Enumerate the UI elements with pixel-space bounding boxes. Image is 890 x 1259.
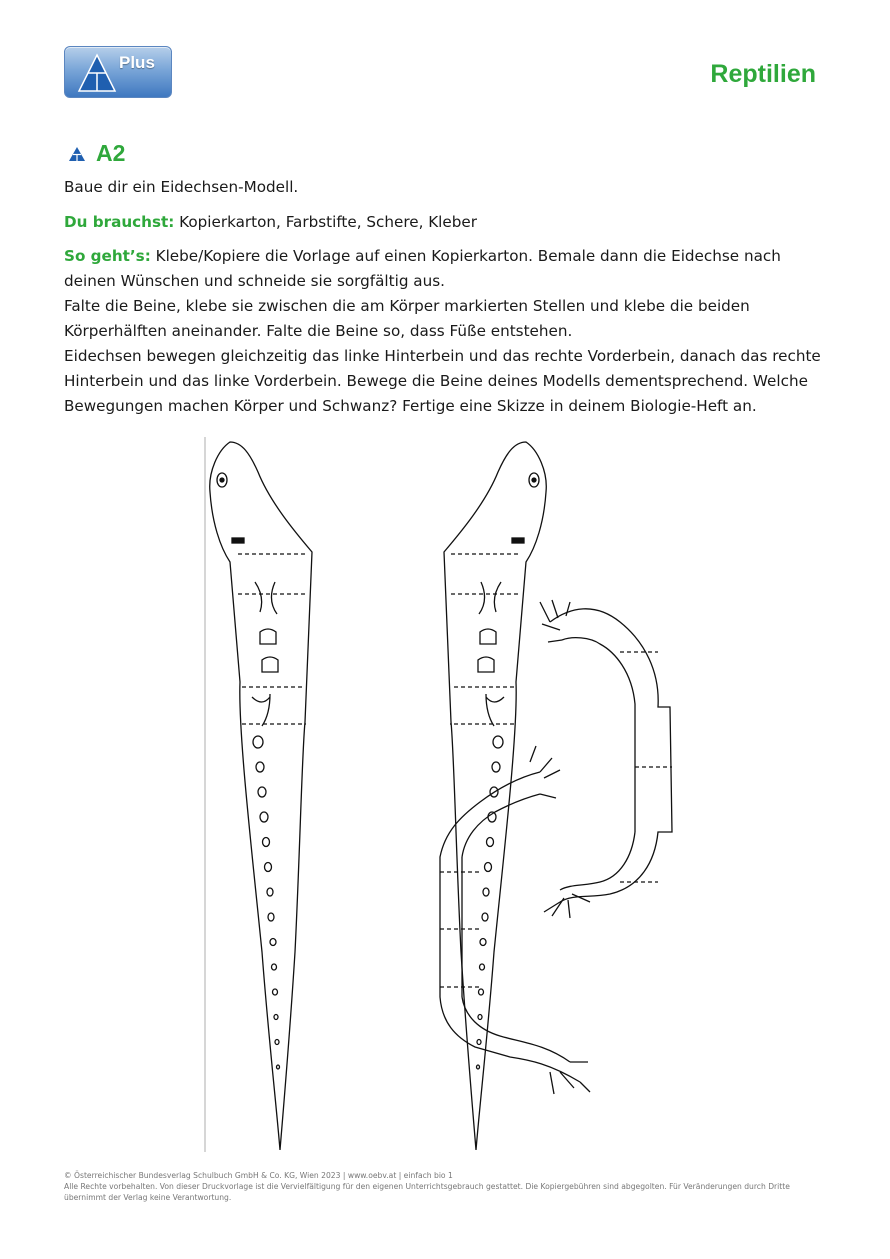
lizard-cutout-drawing [200, 432, 820, 1157]
footer-copyright: © Österreichischer Bundesverlag Schulbuch GmbH & Co. KG, Wien 2023 | www.oebv.at | einfach bio 1 [64, 1171, 453, 1180]
materials-label: Du brauchst: [64, 213, 175, 231]
lizard-template-figure [200, 432, 820, 1157]
task-number: A2 [96, 140, 126, 166]
triangle-logo-icon [77, 53, 117, 93]
logo-text: Plus [119, 53, 155, 72]
instructions-label: So geht’s: [64, 247, 151, 265]
materials-text: Kopierkarton, Farbstifte, Schere, Kleber [179, 213, 477, 231]
hind-legs-cutout [440, 746, 590, 1094]
footer-rights: Alle Rechte vorbehalten. Von dieser Druckvorlage ist die Vervielfältigung für den eigenen Unterrichtsgebrauch gestattet. Die Kopiergebühren sind abgegolten. Für Veränderungen durch Dritte übernimmt der Verlag keine Verantwortung. [64, 1182, 790, 1202]
page-topic: Reptilien [710, 60, 816, 88]
task-heading [68, 140, 125, 167]
lizard-body-left [210, 442, 312, 1150]
plus-logo [64, 46, 172, 98]
instructions-paragraph [64, 244, 834, 419]
instructions-line-2: Falte die Beine, klebe sie zwischen die am Körper markierten Stellen und klebe die beiden Körperhälften aneinander. Falte die Beine so, dass Füße entstehen. [64, 297, 750, 340]
front-legs-cutout [540, 600, 672, 918]
instructions-line-3: Eidechsen bewegen gleichzeitig das linke Hinterbein und das rechte Vorderbein, danach das rechte Hinterbein und das linke Vorderbein. Bewege die Beine deines Modells dementsprechend. Welche Bewegungen machen Körper und Schwanz? Fertige eine Skizze in deinem Biologie-Heft an. [64, 347, 821, 415]
footer [64, 1170, 824, 1203]
instructions-line-1: Klebe/Kopiere die Vorlage auf einen Kopierkarton. Bemale dann die Eidechse nach deinen Wünschen und schneide sie sorgfältig aus. [64, 247, 781, 290]
materials-paragraph [64, 210, 834, 235]
task-intro: Baue dir ein Eidechsen-Modell. [64, 178, 299, 196]
triangle-icon [68, 146, 86, 162]
